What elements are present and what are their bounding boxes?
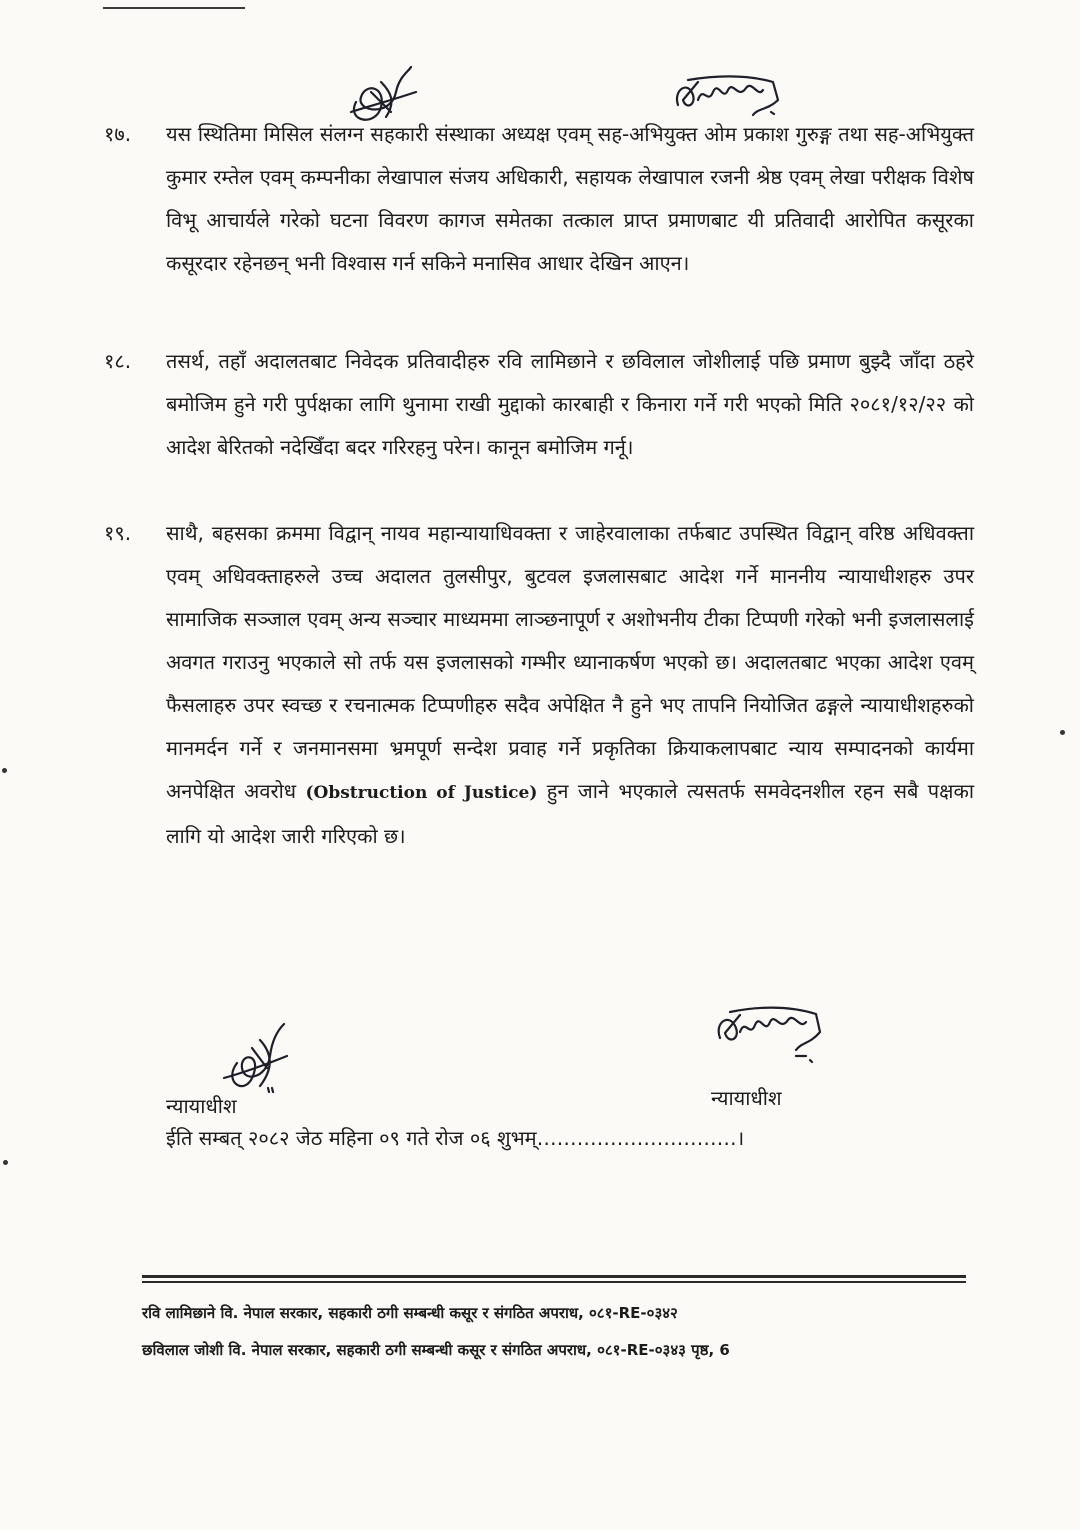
paragraph-number: १८.: [104, 349, 132, 373]
left-judge-signature: [212, 1018, 292, 1102]
top-rule: [103, 7, 245, 9]
right-judge-signature: [710, 1000, 830, 1070]
footer-citation-1: रवि लामिछाने वि. नेपाल सरकार, सहकारी ठगी सम्बन्धी कसूर र संगठित अपराध, ०८१-RE-०३४२: [142, 1304, 678, 1322]
paragraph-text-before: साथै, बहसका क्रममा विद्वान् नायव महान्यायाधिवक्ता र जाहेरवालाका तर्फबाट उपस्थित विद्वान् वरिष्ठ अधिवक्ता एवम् अधिवक्ताहरुले उच्च अदालत तुलसीपुर, बुटवल इजलासबाट आदेश गर्ने माननीय न्यायाधीशहरु उपर सामाजिक सञ्जाल एवम् अन्य सञ्चार माध्यममा लाञ्छनापूर्ण र अशोभनीय टीका टिप्पणी गरेको भनी इजलासलाई अवगत गराउनु भएकाले सो तर्फ यस इजलासको गम्भीर ध्यानाकर्षण भएको छ। अदालतबाट भएका आदेश एवम् फैसलाहरु उपर स्वच्छ र रचनात्मक टिप्पणीहरु सदैव अपेक्षित नै हुने भए तापनि नियोजित ढङ्गले न्यायाधीशहरुको मानमर्दन गर्ने र जनमानसमा भ्रमपूर्ण सन्देश प्रवाह गर्ने प्रकृतिका क्रियाकलापबाट न्याय सम्पादनको कार्यमा अनपेक्षित अवरोध: [166, 521, 974, 803]
scan-speck: [3, 1160, 8, 1165]
left-judge-caption: न्यायाधीश: [166, 1094, 237, 1118]
paragraph-19: [104, 512, 974, 858]
footer-rule-thin: [142, 1281, 966, 1283]
right-judge-caption: न्यायाधीश: [711, 1086, 782, 1110]
footer-rule: [142, 1275, 966, 1278]
paragraph-18: [104, 340, 974, 469]
paragraph-number: १७.: [104, 122, 132, 146]
paragraph-number: १९.: [104, 521, 132, 545]
scan-speck: [1060, 730, 1065, 735]
paragraph-text: यस स्थितिमा मिसिल संलग्न सहकारी संस्थाका अध्यक्ष एवम् सह-अभियुक्त ओम प्रकाश गुरुङ्ग तथा सह-अभियुक्त कुमार रम्तेल एवम् कम्पनीका लेखापाल संजय अधिकारी, सहायक लेखापाल रजनी श्रेष्ठ एवम् लेखा परीक्षक विशेष विभू आचार्यले गरेको घटना विवरण कागज समेतका तत्काल प्राप्त प्रमाणबाट यी प्रतिवादी आरोपित कसूरका कसूरदार रहेनछन् भनी विश्वास गर्न सकिने मनासिव आधार देखिन आएन।: [166, 122, 974, 275]
paragraph-text: [166, 512, 974, 858]
date-line: ईति सम्बत् २०८२ जेठ महिना ०९ गते रोज ०६ शुभम्…………………………।: [166, 1126, 745, 1150]
paragraph-text-after: हुन जाने भएकाले त्यसतर्फ समवेदनशील रहन सबै पक्षका लागि यो आदेश जारी गरिएको छ।: [166, 779, 975, 848]
latin-term: (Obstruction of Justice): [305, 783, 538, 803]
scan-speck: [2, 768, 7, 773]
paragraph-text: तसर्थ, तहाँ अदालतबाट निवेदक प्रतिवादीहरु रवि लामिछाने र छविलाल जोशीलाई पछि प्रमाण बुझ्दै जाँदा ठहरे बमोजिम हुने गरी पुर्पक्षका लागि थुनामा राखी मुद्दाको कारबाही र किनारा गर्ने गरी भएको मिति २०८१/१२/२२ को आदेश बेरितको नदेखिँदा बदर गरिरहनु परेन। कानून बमोजिम गर्नू।: [166, 349, 974, 459]
footer-citation-2: छविलाल जोशी वि. नेपाल सरकार, सहकारी ठगी सम्बन्धी कसूर र संगठित अपराध, ०८१-RE-०३४३ पृष्ठ, 6: [142, 1341, 730, 1359]
paragraph-17: [104, 113, 974, 285]
